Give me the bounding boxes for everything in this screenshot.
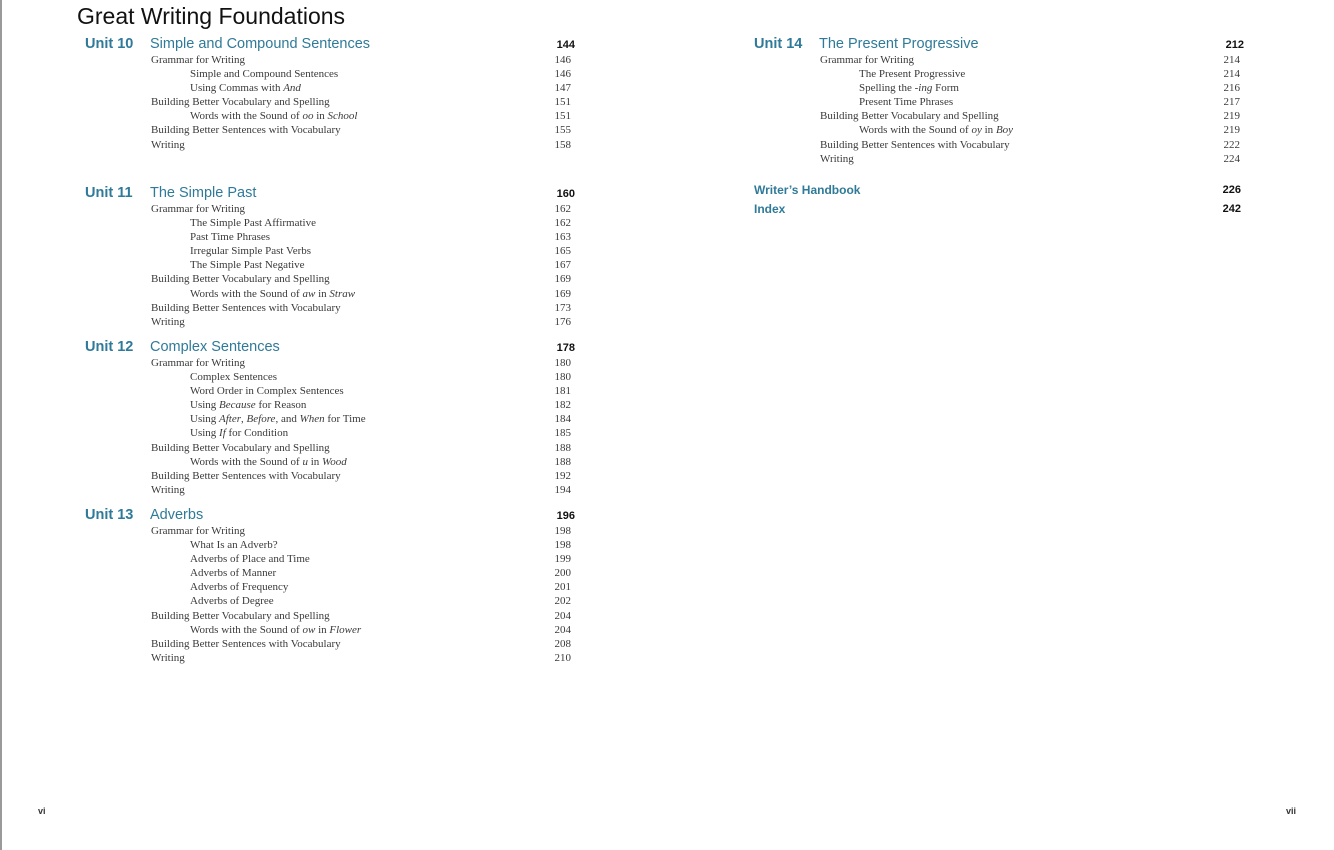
toc-entry[interactable] [754,152,1244,166]
toc-entry-text [151,609,330,623]
toc-entry[interactable] [85,398,575,412]
toc-entry-page: 165 [554,245,571,258]
entry-text-part: Building Better Vocabulary and Spelling [151,609,330,622]
document-title: Great Writing Foundations [77,3,346,29]
toc-entry[interactable] [85,123,575,137]
toc-entry-page: 192 [554,469,571,482]
entry-text-part: in [315,287,330,300]
toc-entry-text [151,272,330,286]
entry-text-italic: School [327,110,358,123]
toc-entry-text [151,441,330,455]
toc-entry-page: 204 [554,609,571,622]
toc-entry-text [859,95,953,109]
unit-heading[interactable] [85,507,575,524]
toc-entry-page: 198 [554,539,571,552]
entry-text-part: Words with the Sound of [190,455,303,468]
unit-page-number: 178 [556,342,575,354]
toc-entry[interactable] [85,469,575,483]
toc-entry[interactable] [85,315,575,329]
toc-entry-text [190,455,347,469]
entry-text-part: in [313,110,328,123]
entry-text-part: , [241,413,247,426]
entry-text-part: The Simple Past Affirmative [190,217,316,230]
toc-entry-text [151,53,245,67]
unit-page-number: 212 [1225,39,1244,51]
toc-entry[interactable] [85,370,575,384]
toc-entry[interactable] [85,287,575,301]
unit-label: Unit 13 [85,507,134,523]
unit-page-number: 196 [556,510,575,522]
toc-entry-text [190,384,344,398]
entry-text-italic: After [219,413,242,426]
toc-entry-text [190,580,288,594]
entry-text-part: Writing [151,315,185,328]
toc-entry[interactable] [85,81,575,95]
toc-entry-page: 204 [554,623,571,636]
entry-text-part: Adverbs of Degree [190,595,274,608]
entry-text-part: in [307,455,323,468]
toc-entry[interactable] [85,356,575,370]
toc-entry[interactable] [85,244,575,258]
toc-entry[interactable] [85,637,575,651]
toc-entry-page: 216 [1223,82,1240,95]
entry-text-part: Grammar for Writing [151,525,246,537]
entry-text-part: Building Better Sentences with Vocabulary [820,138,1010,151]
entry-text-part: Using Commas with [190,82,284,95]
entry-text-part: Words with the Sound of [190,623,303,636]
unit-heading[interactable] [85,185,575,202]
entry-text-part: Word Order in Complex Sentences [190,385,344,398]
entry-text-italic: u [302,455,308,468]
unit-title: The Present Progressive [819,36,979,52]
toc-entry-text [151,356,245,370]
toc-entry-text [190,67,338,81]
toc-extra-entry[interactable] [754,202,1244,218]
toc-unit [85,339,575,497]
toc-entry[interactable] [85,609,575,623]
toc-unit [85,507,575,665]
entry-text-part: Grammar for Writing [151,357,246,369]
entry-text-italic: Flower [329,623,362,636]
toc-entry-text [151,637,341,651]
toc-entry[interactable] [85,53,575,67]
entry-text-part: Words with the Sound of [859,124,972,137]
entry-text-part: Building Better Sentences with Vocabulary [151,637,341,650]
toc-unit [85,36,575,152]
toc-entry[interactable] [754,95,1244,109]
toc-entry-page: 169 [554,287,571,300]
entry-text-part: Building Better Sentences with Vocabulary [151,469,341,482]
toc-entry-page: 162 [554,217,571,230]
entry-text-part: Adverbs of Manner [190,567,277,580]
toc-entry-page: 222 [1223,138,1240,151]
extra-label: Index [754,202,786,216]
entry-text-part: Using [190,427,220,440]
toc-entry[interactable] [85,202,575,216]
toc-entry[interactable] [85,272,575,286]
toc-entry-text [859,67,965,81]
toc-entry-page: 155 [554,124,571,137]
toc-entry[interactable] [85,216,575,230]
toc-entry-text [820,109,999,123]
toc-entry-text [820,138,1010,152]
toc-entry-text [190,594,274,608]
toc-entry-text [151,651,185,665]
toc-entry-page: 173 [554,301,571,314]
toc-entry-page: 219 [1223,110,1240,123]
toc-entry-page: 202 [554,595,571,608]
unit-label: Unit 11 [85,185,133,201]
extra-page-number: 242 [1222,203,1241,215]
toc-entry[interactable] [85,426,575,440]
toc-entry[interactable] [85,138,575,152]
toc-entry-page: 151 [554,96,571,109]
toc-entry-text [151,95,330,109]
toc-entry-page: 194 [554,483,571,496]
entry-text-part: Building Better Vocabulary and Spelling [151,441,330,454]
toc-entry-page: 151 [554,110,571,123]
toc-entry[interactable] [85,384,575,398]
toc-entry[interactable] [85,441,575,455]
unit-heading[interactable] [754,36,1244,53]
toc-entry-text [190,230,270,244]
entry-text-part: Grammar for Writing [151,203,246,215]
entry-text-part: Grammar for Writing [151,54,246,66]
toc-entry-page: 158 [554,138,571,151]
entry-text-italic: oo [302,110,314,123]
unit-label: Unit 12 [85,339,134,355]
toc-entry-page: 180 [554,371,571,384]
unit-heading[interactable] [85,36,575,53]
entry-text-part: , and [275,413,300,426]
toc-entry-text [190,426,288,440]
toc-entry[interactable] [85,552,575,566]
toc-entry[interactable] [85,95,575,109]
toc-entry-text [151,123,341,137]
toc-entry-text [151,469,341,483]
toc-entry-page: 199 [554,553,571,566]
toc-entry-page: 169 [554,273,571,286]
entry-text-italic: If [219,427,226,440]
toc-entry-text [190,412,366,426]
entry-text-part: Spelling the [859,82,915,95]
toc-entry-text [190,552,310,566]
toc-entry[interactable] [85,455,575,469]
toc-entry[interactable] [85,67,575,81]
toc-entry-page: 162 [554,203,571,215]
toc-entry[interactable] [85,651,575,665]
entry-text-italic: Before [246,413,276,426]
toc-entry[interactable] [85,301,575,315]
toc-entry[interactable] [85,538,575,552]
entry-text-part: Simple and Compound Sentences [190,68,339,81]
toc-entry-text [190,81,301,95]
toc-entry-page: 219 [1223,124,1240,137]
unit-label: Unit 14 [754,36,803,52]
entry-text-part: Grammar for Writing [820,54,915,66]
toc-entry[interactable] [85,524,575,538]
entry-text-italic: Wood [322,455,347,468]
toc-entry-page: 146 [554,54,571,66]
toc-entry-text [859,81,959,95]
unit-page-number: 144 [556,39,575,51]
toc-entry-text [820,152,854,166]
entry-text-part: Words with the Sound of [190,287,303,300]
toc-entry-page: 167 [554,259,571,272]
toc-entry-text [151,483,185,497]
extra-page-number: 226 [1222,184,1241,196]
unit-title: Adverbs [150,507,204,523]
toc-entry-text [190,216,316,230]
entry-text-part: Using [190,413,220,426]
unit-label: Unit 10 [85,36,134,52]
toc-entry[interactable] [754,138,1244,152]
toc-entry-page: 201 [554,581,571,594]
entry-text-part: in [981,124,996,137]
entry-text-part: Irregular Simple Past Verbs [190,245,312,258]
toc-entry-page: 188 [554,441,571,454]
entry-text-part: Adverbs of Place and Time [190,553,310,566]
toc-entry-page: 176 [554,315,571,328]
toc-entry[interactable] [85,230,575,244]
toc-entry-text [859,123,1013,137]
entry-text-italic: -ing [914,82,933,95]
toc-entry-page: 147 [554,82,571,95]
toc-entry-text [190,623,361,637]
toc-entry-page: 210 [554,651,571,664]
toc-entry-page: 224 [1223,152,1240,165]
toc-entry-text [151,524,245,538]
page-border [0,0,2,850]
toc-entry-page: 214 [1223,54,1240,66]
toc-entry-text [151,315,185,329]
entry-text-part: in [315,623,330,636]
entry-text-part: for Condition [225,427,289,440]
toc-entry-page: 181 [554,385,571,398]
entry-text-part: Complex Sentences [190,371,278,384]
toc-entry-page: 185 [554,427,571,440]
entry-text-italic: Because [219,399,256,412]
folio-right: vii [1286,806,1297,816]
entry-text-part: Writing [820,152,854,165]
toc-entry-text [190,566,276,580]
toc-entry-page: 208 [554,637,571,650]
entry-text-part: Adverbs of Frequency [190,581,289,594]
toc-entry[interactable] [754,67,1244,81]
toc-entry-text [190,109,358,123]
toc-entry-text [820,53,914,67]
entry-text-italic: oy [971,124,982,137]
entry-text-part: Building Better Vocabulary and Spelling [151,96,330,109]
entry-text-part: Form [932,82,959,95]
toc-entry-text [190,398,306,412]
entry-text-part: Building Better Vocabulary and Spelling [151,273,330,286]
folio-left: vi [38,806,46,816]
entry-text-part: Past Time Phrases [190,231,271,244]
toc-entry-page: 182 [554,399,571,412]
toc-entry[interactable] [754,53,1244,67]
entry-text-italic: And [283,82,301,95]
toc-entry-text [151,138,185,152]
entry-text-part: Building Better Sentences with Vocabulary [151,124,341,137]
toc-entry-text [151,301,341,315]
toc-entry-page: 200 [554,567,571,580]
entry-text-part: The Simple Past Negative [190,259,305,272]
unit-title: Complex Sentences [150,339,280,355]
toc-entry-page: 163 [554,231,571,244]
toc-entry[interactable] [754,81,1244,95]
unit-title: The Simple Past [150,185,257,201]
toc-entry[interactable] [754,109,1244,123]
entry-text-part: Writing [151,483,185,496]
toc-entry[interactable] [85,109,575,123]
unit-page-number: 160 [556,188,575,200]
toc-entry-page: 188 [554,455,571,468]
toc-entry-page: 217 [1223,96,1240,109]
entry-text-part: Writing [151,651,185,664]
entry-text-part: for Time [324,413,366,426]
unit-title: Simple and Compound Sentences [150,36,371,52]
entry-text-part: Building Better Sentences with Vocabulary [151,301,341,314]
entry-text-italic: aw [302,287,316,300]
entry-text-part: The Present Progressive [859,68,966,81]
entry-text-part: Building Better Vocabulary and Spelling [820,110,999,123]
entry-text-italic: Boy [995,124,1014,137]
toc-entry[interactable] [754,123,1244,137]
toc-entry[interactable] [85,483,575,497]
toc-entry[interactable] [85,412,575,426]
toc-extra-entry[interactable] [754,183,1244,199]
toc-unit [754,36,1244,166]
toc-entry-page: 146 [554,68,571,81]
toc-entry-text [151,202,245,216]
toc-entry[interactable] [85,594,575,608]
toc-entry-text [190,258,305,272]
toc-entry[interactable] [85,580,575,594]
entry-text-part: for Reason [255,399,307,412]
toc-entry-page: 184 [554,413,571,426]
toc-entry-text [190,244,311,258]
entry-text-part: Writing [151,138,185,151]
entry-text-part: Present Time Phrases [859,96,954,109]
toc-unit [85,185,575,329]
toc-entry-page: 180 [554,357,571,369]
toc-entry-text [190,370,277,384]
entry-text-part: Words with the Sound of [190,110,303,123]
toc-entry-text [190,287,355,301]
entry-text-italic: When [299,413,325,426]
toc-entry[interactable] [85,623,575,637]
toc-entry-page: 214 [1223,68,1240,81]
entry-text-italic: ow [302,623,316,636]
unit-heading[interactable] [85,339,575,356]
toc-entry[interactable] [85,566,575,580]
extra-label: Writer’s Handbook [754,183,861,197]
toc-entry-page: 198 [554,525,571,537]
entry-text-part: Using [190,399,220,412]
toc-entry[interactable] [85,258,575,272]
entry-text-part: What Is an Adverb? [190,539,278,552]
entry-text-italic: Straw [329,287,356,300]
toc-entry-text [190,538,278,552]
